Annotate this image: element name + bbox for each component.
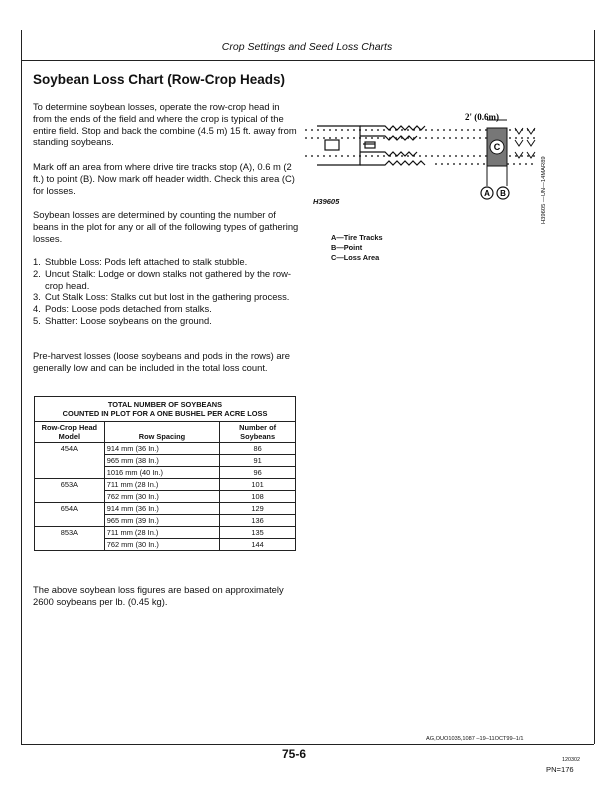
cell-spacing: 762 mm (30 In.) <box>104 539 219 551</box>
cell-model: 853A <box>35 527 105 539</box>
cell-model: 454A <box>35 443 105 455</box>
list-item <box>33 315 301 327</box>
header-line: Number of <box>239 423 277 432</box>
cell-spacing: 711 mm (28 In.) <box>104 527 219 539</box>
table-row <box>35 479 296 491</box>
loss-types-list <box>33 256 301 327</box>
header-line: Model <box>58 432 81 441</box>
cell-count: 129 <box>220 503 296 515</box>
list-item <box>33 256 301 268</box>
list-number: 2. <box>33 267 41 279</box>
table-row <box>35 503 296 515</box>
marker-c-label: C <box>493 142 501 152</box>
list-number: 4. <box>33 303 41 315</box>
legend-item-b: B—Point <box>331 243 363 252</box>
cell-spacing: 711 mm (28 In.) <box>104 479 219 491</box>
table-row <box>35 455 296 467</box>
list-item <box>33 268 301 292</box>
marker-a-label: A <box>484 189 490 198</box>
table-row <box>35 491 296 503</box>
pn-number: PN=176 <box>546 765 574 774</box>
table-row <box>35 539 296 551</box>
footer-divider <box>21 744 594 745</box>
list-item <box>33 303 301 315</box>
column-header-model <box>35 422 105 443</box>
list-text: Shatter: Loose soybeans on the ground. <box>45 314 212 326</box>
table-row <box>35 443 296 455</box>
header-divider <box>21 60 594 61</box>
column-header-spacing: Row Spacing <box>104 422 219 443</box>
cell-spacing: 914 mm (36 In.) <box>104 443 219 455</box>
figure-side-code: H39605 —UN—14MAR89 <box>541 156 547 224</box>
cell-spacing: 965 mm (39 In.) <box>104 515 219 527</box>
header-line: Row-Crop Head <box>41 423 98 432</box>
cell-count: 144 <box>220 539 296 551</box>
table-row <box>35 527 296 539</box>
row-divider-top <box>360 126 425 130</box>
cell-count: 108 <box>220 491 296 503</box>
page-number: 75-6 <box>282 747 307 761</box>
marker-b-label: B <box>500 189 506 198</box>
cell-model: 653A <box>35 479 105 491</box>
row-divider-bottom <box>360 161 425 165</box>
table-row <box>35 515 296 527</box>
cell-count: 96 <box>220 467 296 479</box>
list-number: 3. <box>33 291 41 303</box>
cell-spacing: 965 mm (38 In.) <box>104 455 219 467</box>
list-text: Stubble Loss: Pods left attached to stalk stubble. <box>45 256 248 267</box>
cell-model <box>35 491 105 503</box>
legend-item-a: A—Tire Tracks <box>331 233 383 242</box>
table-caption <box>35 397 296 422</box>
intro-paragraph: To determine soybean losses, operate the row-crop head in from the ends of the field and where the crop is typical of the entire field. Stop and back the combine (4.5 m) 15 ft. away from standing soybeans. <box>33 101 297 148</box>
cell-model <box>35 539 105 551</box>
cell-model <box>35 515 105 527</box>
section-title: Soybean Loss Chart (Row-Crop Heads) <box>33 72 286 87</box>
list-number: 1. <box>33 256 41 267</box>
center-block <box>365 142 375 148</box>
cell-count: 91 <box>220 455 296 467</box>
mark-area-paragraph: Mark off an area from where drive tire tracks stop (A), 0.6 m (2 ft.) to point (B). Now mark off header width. Check this area (C) for losses. <box>33 161 295 196</box>
cell-model: 654A <box>35 503 105 515</box>
cell-spacing: 1016 mm (40 In.) <box>104 467 219 479</box>
cell-model <box>35 455 105 467</box>
cell-count: 101 <box>220 479 296 491</box>
figure-legend <box>331 233 383 263</box>
list-text: Cut Stalk Loss: Stalks cut but lost in the gathering process. <box>45 291 290 303</box>
dimension-label: 2' (0.6m) <box>465 112 499 122</box>
column-header-count <box>220 422 296 443</box>
header-bracket <box>325 140 339 150</box>
counting-paragraph: Soybean losses are determined by counting the number of beans in the plot for any or all of the following types of gathering losses. <box>33 209 299 244</box>
footnote-paragraph: The above soybean loss figures are based on approximately 2600 soybeans per lb. (0.45 kg). <box>33 584 284 607</box>
soybean-loss-table <box>34 396 296 551</box>
list-number: 5. <box>33 314 41 326</box>
cell-model <box>35 467 105 479</box>
table-row <box>35 467 296 479</box>
cell-count: 135 <box>220 527 296 539</box>
header-line: Soybeans <box>240 432 276 441</box>
cell-spacing: 914 mm (36 In.) <box>104 503 219 515</box>
list-text: Uncut Stalk: Lodge or down stalks not gathered by the row-crop head. <box>45 267 291 291</box>
running-header: Crop Settings and Seed Loss Charts <box>221 41 393 53</box>
date-code: 120302 <box>562 757 580 763</box>
figure-id: H39605 <box>313 197 340 206</box>
table-caption-line: COUNTED IN PLOT FOR A ONE BUSHEL PER ACRE LOSS <box>62 409 268 418</box>
list-item <box>33 291 301 303</box>
list-text: Pods: Loose pods detached from stalks. <box>45 303 212 315</box>
row-divider-mid2 <box>360 152 417 156</box>
reference-code: AG,OUO1035,1087 –19–11OCT99–1/1 <box>426 736 524 742</box>
cell-spacing: 762 mm (30 In.) <box>104 491 219 503</box>
cell-count: 136 <box>220 515 296 527</box>
legend-item-c: C—Loss Area <box>331 253 380 262</box>
cell-count: 86 <box>220 443 296 455</box>
table-caption-line: TOTAL NUMBER OF SOYBEANS <box>107 400 223 409</box>
loss-area-diagram <box>305 90 545 220</box>
preharvest-paragraph: Pre-harvest losses (loose soybeans and pods in the rows) are generally low and can be included in the total loss count. <box>33 350 290 373</box>
